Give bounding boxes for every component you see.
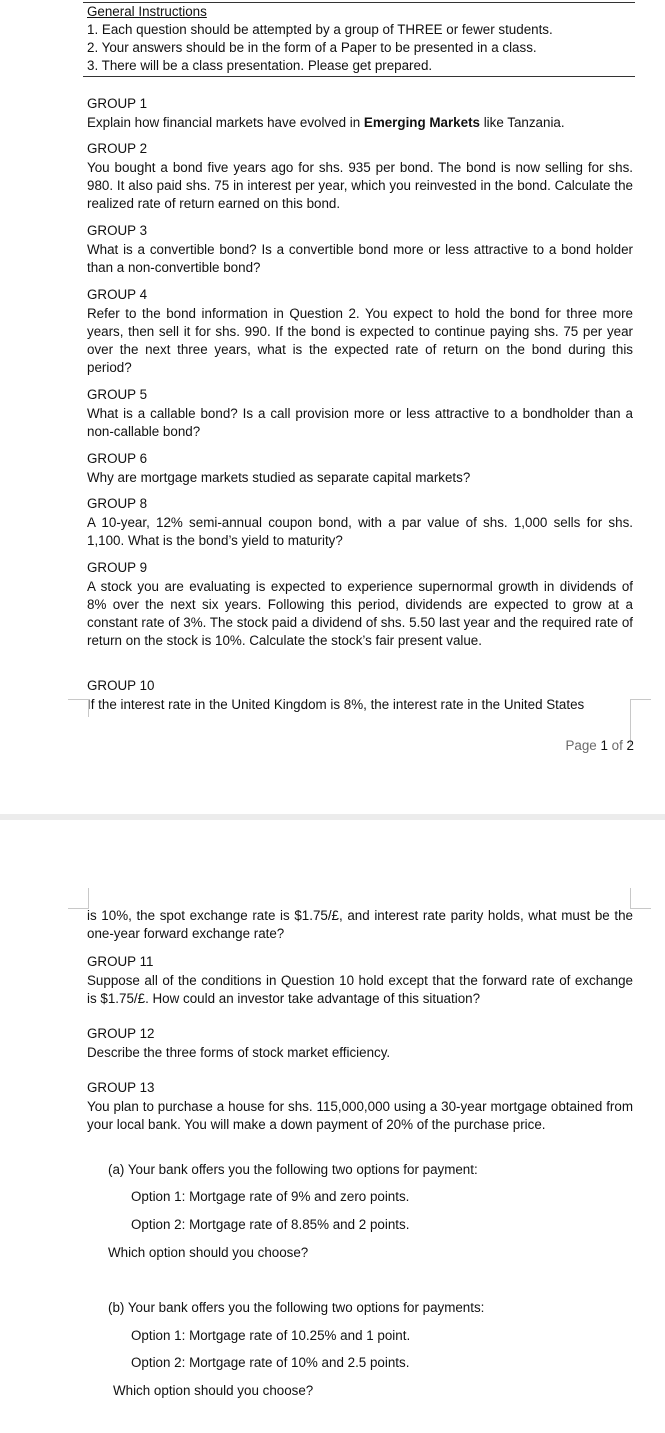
part-b-option-2: Option 2: Mortgage rate of 10% and 2.5 points. [131,1355,410,1370]
margin-corner-mark [630,888,651,909]
group-question: A 10-year, 12% semi-annual coupon bond, with a par value of shs. 1,000 sells for shs. 1,100. What is the bond’s yield to maturity? [87,515,633,548]
group-heading: GROUP 1 [87,96,148,111]
group-question: Refer to the bond information in Question 2. You expect to hold the bond for three more years, then sell it for shs. 990. If the bond is expected to continue paying shs. 75 per year over the next three years, what is the expected rate of return on the bond during this period? [87,306,633,375]
group-question: If the interest rate in the United Kingdom is 8%, the interest rate in the United States [87,697,585,712]
part-b-question: Which option should you choose? [113,1383,314,1398]
page-number: Page 1 of 2 [565,738,634,753]
group-question: What is a convertible bond? Is a convertible bond more or less attractive to a bond holder than a non-convertible bond? [87,242,633,275]
group-11 [87,953,633,1008]
group-4 [87,286,633,377]
part-a-option-2: Option 2: Mortgage rate of 8.85% and 2 points. [131,1217,410,1232]
instruction-item: 2. Your answers should be in the form of a Paper to be presented in a class. [87,40,537,55]
group-question: You plan to purchase a house for shs. 115,000,000 using a 30-year mortgage obtained from your local bank. You will make a down payment of 20% of the purchase price. [87,1099,633,1132]
group-heading: GROUP 13 [87,1080,155,1095]
group-heading: GROUP 8 [87,496,148,511]
group-question: is 10%, the spot exchange rate is $1.75/£, and interest rate parity holds, what must be the one-year forward exchange rate? [87,908,633,941]
page-2 [0,820,665,1433]
group-9 [87,559,633,650]
instructions-title: General Instructions [87,4,207,19]
part-a-intro: (a) Your bank offers you the following two options for payment: [108,1162,478,1177]
instruction-item: 3. There will be a class presentation. Please get prepared. [87,58,433,73]
part-b-option-1: Option 1: Mortgage rate of 10.25% and 1 point. [131,1328,411,1343]
group-10-continuation [87,907,633,943]
group-heading: GROUP 3 [87,223,148,238]
group-heading: GROUP 2 [87,141,148,156]
general-instructions [87,3,633,75]
group-question: Describe the three forms of stock market efficiency. [87,1045,391,1060]
group-question: Explain how financial markets have evolved in Emerging Markets like Tanzania. [87,115,565,130]
group-13 [87,1079,633,1134]
group-1 [87,95,633,132]
part-a-question: Which option should you choose? [108,1245,309,1260]
group-10 [87,677,633,714]
group-heading: GROUP 10 [87,678,155,693]
group-6 [87,450,633,487]
group-2 [87,140,633,213]
group-heading: GROUP 5 [87,387,148,402]
instruction-item: 1. Each question should be attempted by a group of THREE or fewer students. [87,22,553,37]
group-question: You bought a bond five years ago for shs. 935 per bond. The bond is now selling for shs. 980. It also paid shs. 75 in interest per year, which you reinvested in the bond. Calculate the realized rate of return earned on this bond. [87,160,633,211]
group-question: A stock you are evaluating is expected to experience supernormal growth in dividends of 8% over the next six years. Following this period, dividends are expected to grow at a constant rate of 3%. The stock paid a dividend of shs. 5.50 last year and the required rate of return on the stock is 10%. Calculate the stock’s fair present value. [87,579,633,648]
margin-corner-mark [68,699,89,717]
group-12 [87,1025,633,1062]
instructions-bottom-rule [83,76,635,77]
group-3 [87,222,633,277]
group-8 [87,495,633,550]
margin-corner-mark [68,888,89,909]
group-question: What is a callable bond? Is a call provision more or less attractive to a bondholder than a non-callable bond? [87,406,633,439]
group-heading: GROUP 12 [87,1026,155,1041]
group-heading: GROUP 9 [87,560,148,575]
group-question: Why are mortgage markets studied as separate capital markets? [87,470,471,485]
group-heading: GROUP 11 [87,954,154,969]
part-a-option-1: Option 1: Mortgage rate of 9% and zero points. [131,1189,410,1204]
group-heading: GROUP 6 [87,451,148,466]
part-b-intro: (b) Your bank offers you the following two options for payments: [108,1300,485,1315]
group-question: Suppose all of the conditions in Question 10 hold except that the forward rate of exchange is $1.75/£. How could an investor take advantage of this situation? [87,973,633,1006]
group-5 [87,386,633,441]
group-heading: GROUP 4 [87,287,148,302]
